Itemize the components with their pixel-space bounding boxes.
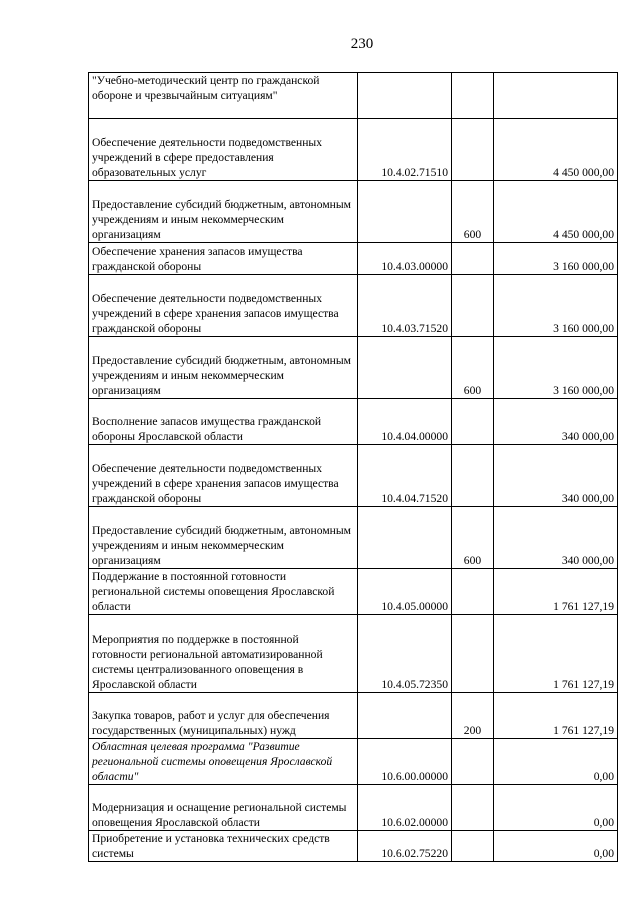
table-row — [89, 831, 618, 862]
table-body — [89, 73, 618, 862]
row-name-cell: Обеспечение хранения запасов имущества гражданской обороны — [89, 243, 358, 275]
row-expense-type-cell — [452, 445, 494, 507]
row-sum-cell: 4 450 000,00 — [494, 119, 618, 181]
row-sum-cell — [494, 73, 618, 119]
row-sum-cell: 3 160 000,00 — [494, 337, 618, 399]
table-row — [89, 569, 618, 615]
table-row — [89, 693, 618, 739]
row-name-cell: Модернизация и оснащение региональной системы оповещения Ярославской области — [89, 785, 358, 831]
row-name-cell: "Учебно-методический центр по гражданской обороне и чрезвычайным ситуациям" — [89, 73, 358, 119]
table-row — [89, 507, 618, 569]
row-expense-type-cell: 600 — [452, 181, 494, 243]
row-name-cell: Областная целевая программа "Развитие региональной системы оповещения Ярославской области" — [89, 739, 358, 785]
row-code-cell — [358, 507, 452, 569]
row-code-cell — [358, 337, 452, 399]
row-sum-cell: 1 761 127,19 — [494, 693, 618, 739]
row-name-cell: Предоставление субсидий бюджетным, автономным учреждениям и иным некоммерческим организациям — [89, 337, 358, 399]
row-expense-type-cell — [452, 73, 494, 119]
row-sum-cell: 340 000,00 — [494, 507, 618, 569]
row-code-cell: 10.6.00.00000 — [358, 739, 452, 785]
row-code-cell — [358, 181, 452, 243]
page-number: 230 — [350, 36, 374, 52]
row-name-cell: Обеспечение деятельности подведомственных учреждений в сфере хранения запасов имущества гражданской обороны — [89, 445, 358, 507]
row-expense-type-cell — [452, 399, 494, 445]
row-sum-cell: 1 761 127,19 — [494, 615, 618, 693]
row-name-cell: Предоставление субсидий бюджетным, автономным учреждениям и иным некоммерческим организациям — [89, 181, 358, 243]
table-row — [89, 615, 618, 693]
row-sum-cell: 340 000,00 — [494, 445, 618, 507]
row-expense-type-cell — [452, 831, 494, 862]
row-expense-type-cell — [452, 243, 494, 275]
row-expense-type-cell: 600 — [452, 507, 494, 569]
row-name-cell: Обеспечение деятельности подведомственных учреждений в сфере хранения запасов имущества гражданской обороны — [89, 275, 358, 337]
row-code-cell: 10.4.03.71520 — [358, 275, 452, 337]
row-name-cell: Приобретение и установка технических средств системы — [89, 831, 358, 862]
row-sum-cell: 1 761 127,19 — [494, 569, 618, 615]
row-sum-cell: 340 000,00 — [494, 399, 618, 445]
table-row — [89, 243, 618, 275]
row-code-cell: 10.4.05.00000 — [358, 569, 452, 615]
row-sum-cell: 0,00 — [494, 785, 618, 831]
row-expense-type-cell: 600 — [452, 337, 494, 399]
row-expense-type-cell — [452, 739, 494, 785]
row-name-cell: Обеспечение деятельности подведомственных учреждений в сфере предоставления образовательных услуг — [89, 119, 358, 181]
row-code-cell: 10.4.03.00000 — [358, 243, 452, 275]
budget-table — [88, 72, 618, 862]
table-row — [89, 445, 618, 507]
row-sum-cell: 0,00 — [494, 739, 618, 785]
table-row — [89, 399, 618, 445]
table-row — [89, 119, 618, 181]
row-name-cell: Закупка товаров, работ и услуг для обеспечения государственных (муниципальных) нужд — [89, 693, 358, 739]
row-sum-cell: 3 160 000,00 — [494, 275, 618, 337]
row-sum-cell: 4 450 000,00 — [494, 181, 618, 243]
table-row — [89, 739, 618, 785]
row-name-cell: Мероприятия по поддержке в постоянной готовности региональной автоматизированной системы централизованного оповещения в Ярославской области — [89, 615, 358, 693]
row-expense-type-cell: 200 — [452, 693, 494, 739]
row-name-cell: Предоставление субсидий бюджетным, автономным учреждениям и иным некоммерческим организациям — [89, 507, 358, 569]
row-expense-type-cell — [452, 275, 494, 337]
row-code-cell: 10.4.02.71510 — [358, 119, 452, 181]
row-expense-type-cell — [452, 785, 494, 831]
table-row — [89, 337, 618, 399]
row-code-cell: 10.4.04.71520 — [358, 445, 452, 507]
row-code-cell — [358, 693, 452, 739]
table-row — [89, 73, 618, 119]
table-row — [89, 181, 618, 243]
row-name-cell: Восполнение запасов имущества гражданской обороны Ярославской области — [89, 399, 358, 445]
row-sum-cell: 0,00 — [494, 831, 618, 862]
row-code-cell: 10.6.02.75220 — [358, 831, 452, 862]
row-name-cell: Поддержание в постоянной готовности региональной системы оповещения Ярославской области — [89, 569, 358, 615]
row-code-cell: 10.6.02.00000 — [358, 785, 452, 831]
table-row — [89, 785, 618, 831]
row-code-cell: 10.4.05.72350 — [358, 615, 452, 693]
row-expense-type-cell — [452, 615, 494, 693]
row-expense-type-cell — [452, 569, 494, 615]
row-sum-cell: 3 160 000,00 — [494, 243, 618, 275]
row-code-cell: 10.4.04.00000 — [358, 399, 452, 445]
row-expense-type-cell — [452, 119, 494, 181]
table-row — [89, 275, 618, 337]
row-code-cell — [358, 73, 452, 119]
